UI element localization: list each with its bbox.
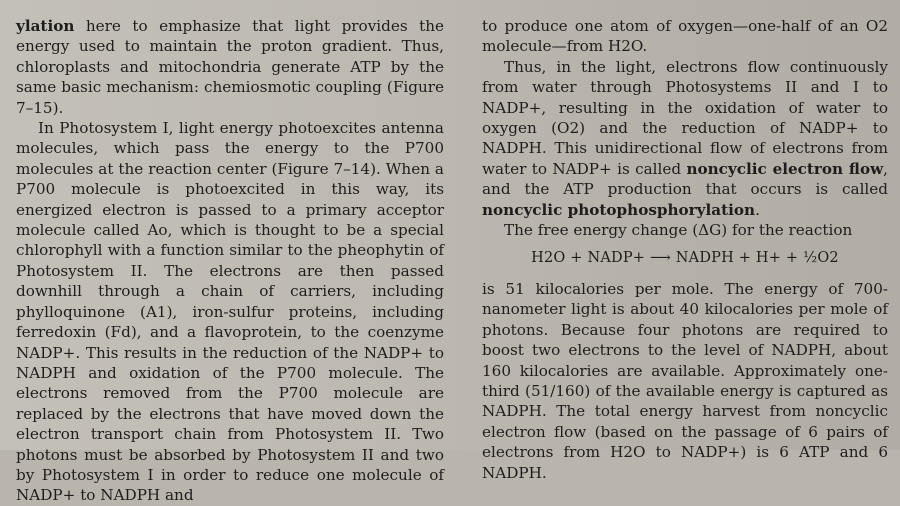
paragraph-4 bbox=[482, 57, 888, 220]
bold-term-noncyclic-photophosphorylation: noncyclic photophosphorylation bbox=[482, 200, 756, 219]
paragraph-5: The free energy change (ΔG) for the reaction bbox=[504, 221, 853, 240]
paragraph-text: , and the ATP production that occurs is called bbox=[482, 159, 888, 199]
bold-term: ylation bbox=[16, 17, 75, 35]
bold-term-noncyclic-electron-flow: noncyclic electron flow bbox=[686, 159, 884, 178]
paragraph-text: Thus, in the light, electrons flow continuously from water through Photosystems II and I to NADP+, resulting in the oxidation of water to oxygen (O2) and the reduction of NADP+ to NADPH. This unidirectional flow of electrons from water to NADP+ is called bbox=[482, 57, 888, 178]
paragraph-text: . bbox=[755, 200, 760, 219]
paragraph-2: In Photosystem I, light energy photoexcites antenna molecules, which pass the energy to the P700 molecules at the reaction center (Figure 7–14). When a P700 molecule is photoexcited in this way, its energized electron is passed to a primary acceptor molecule called Ao, which is thought to be a special chlorophyll with a function similar to the pheophytin of Photosystem II. The electrons are then passed downhill through a chain of carriers, including phylloquinone (A1), iron-sulfur proteins, including ferredoxin (Fd), and a flavoprotein, to the coenzyme NADP+. This results in the reduction of the NADP+ to NADPH and oxidation of the P700 molecule. The electrons removed from the P700 molecule are replaced by the electrons that have moved down the electron transport chain from Photosystem II. Two photons must be absorbed by Photosystem II and two by Photosystem I in order to reduce one molecule of NADP+ to NADPH and bbox=[16, 119, 444, 505]
right-column bbox=[482, 16, 888, 483]
paragraph-3: to produce one atom of oxygen—one-half of an O2 molecule—from H2O. bbox=[482, 17, 888, 56]
paragraph-1 bbox=[16, 16, 444, 118]
left-column bbox=[16, 16, 444, 506]
reaction-equation: H2O + NADP+ ⟶ NADPH + H+ + ½O2 bbox=[531, 250, 839, 267]
paragraph-text: here to emphasize that light provides the energy used to maintain the proton gradient. Thus, chloroplasts and mitochondria generate ATP by the same basic mechanism: chemiosmotic coupling (Figure 7–15). bbox=[16, 17, 444, 117]
paragraph-6: is 51 kilocalories per mole. The energy of 700-nanometer light is about 40 kilocalories per mole of photons. Because four photons are required to boost two electrons to the level of NADPH, about 160 kilocalories are available. Approximately one-third (51/160) of the available energy is captured as NADPH. The total energy harvest from noncyclic electron flow (based on the passage of 6 pairs of electrons from H2O to NADP+) is 6 ATP and 6 NADPH. bbox=[482, 279, 888, 482]
